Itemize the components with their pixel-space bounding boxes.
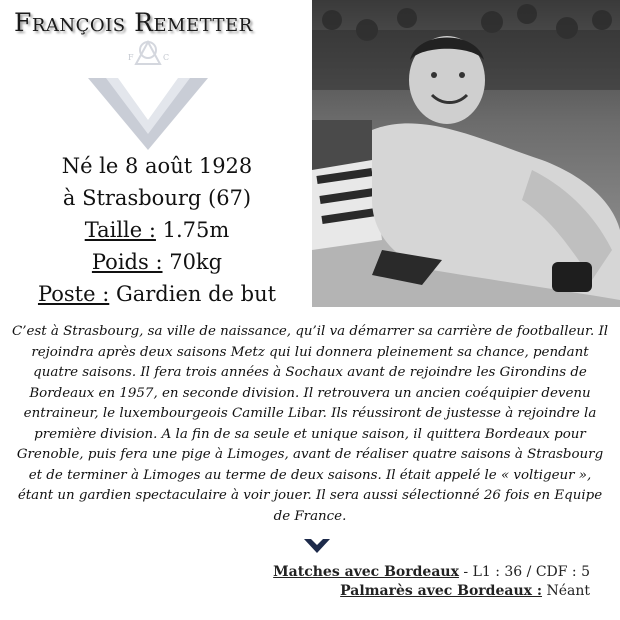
goalkeeper-photo — [312, 0, 620, 307]
weight-value: 70kg — [169, 250, 223, 274]
player-info — [22, 150, 292, 310]
biography-paragraph: C’est à Strasbourg, sa ville de naissance, qu’il va démarrer sa carrière de footballeur. Il rejoindra après deux saisons Metz qui lui donnera pleinement sa chance, pendant quatre saisons. Il fera trois années à Sochaux avant de rejoindre les Girondins de Bordeaux en 1957, en seconde division. Il retrouvera un ancien coéquipier devenu entraineur, le luxembourgeois Camille Libar. Ils réussiront de justesse à rejoindre la première division. A la fin de sa seule et unique saison, il quittera Bordeaux pour Grenoble, puis fera une pige à Limoges, avant de réaliser quatre saisons à Strasbourg et de terminer à Limoges au terme de deux saisons. Il était appelé le « voltigeur », étant un gardien spectaculaire à voir jouer. Il sera aussi sélectionné 26 fois en Equipe de France. — [11, 324, 609, 524]
weight-label: Poids : — [91, 250, 163, 274]
palmares-row — [273, 582, 590, 601]
birth-date: Né le 8 août 1928 — [61, 154, 253, 178]
height-label: Taille : — [84, 218, 156, 242]
birth-place: à Strasbourg (67) — [62, 186, 252, 210]
matches-value: - L1 : 36 / CDF : 5 — [458, 564, 590, 580]
position-row — [22, 278, 292, 310]
matches-row — [273, 563, 590, 582]
position-value: Gardien de but — [115, 282, 277, 306]
career-stats — [273, 563, 590, 601]
svg-text:C: C — [163, 53, 170, 62]
height-value: 1.75m — [162, 218, 230, 242]
player-name-title: François Remetter — [14, 8, 253, 37]
chevron-down-icon — [304, 539, 330, 553]
bordeaux-crest-logo — [88, 38, 208, 150]
matches-label: Matches avec Bordeaux — [273, 564, 459, 580]
svg-text:F: F — [128, 53, 134, 62]
height-row — [22, 214, 292, 246]
position-label: Poste : — [37, 282, 110, 306]
palmares-value: Néant — [542, 583, 590, 599]
weight-row — [22, 246, 292, 278]
palmares-label: Palmarès avec Bordeaux : — [340, 583, 543, 599]
